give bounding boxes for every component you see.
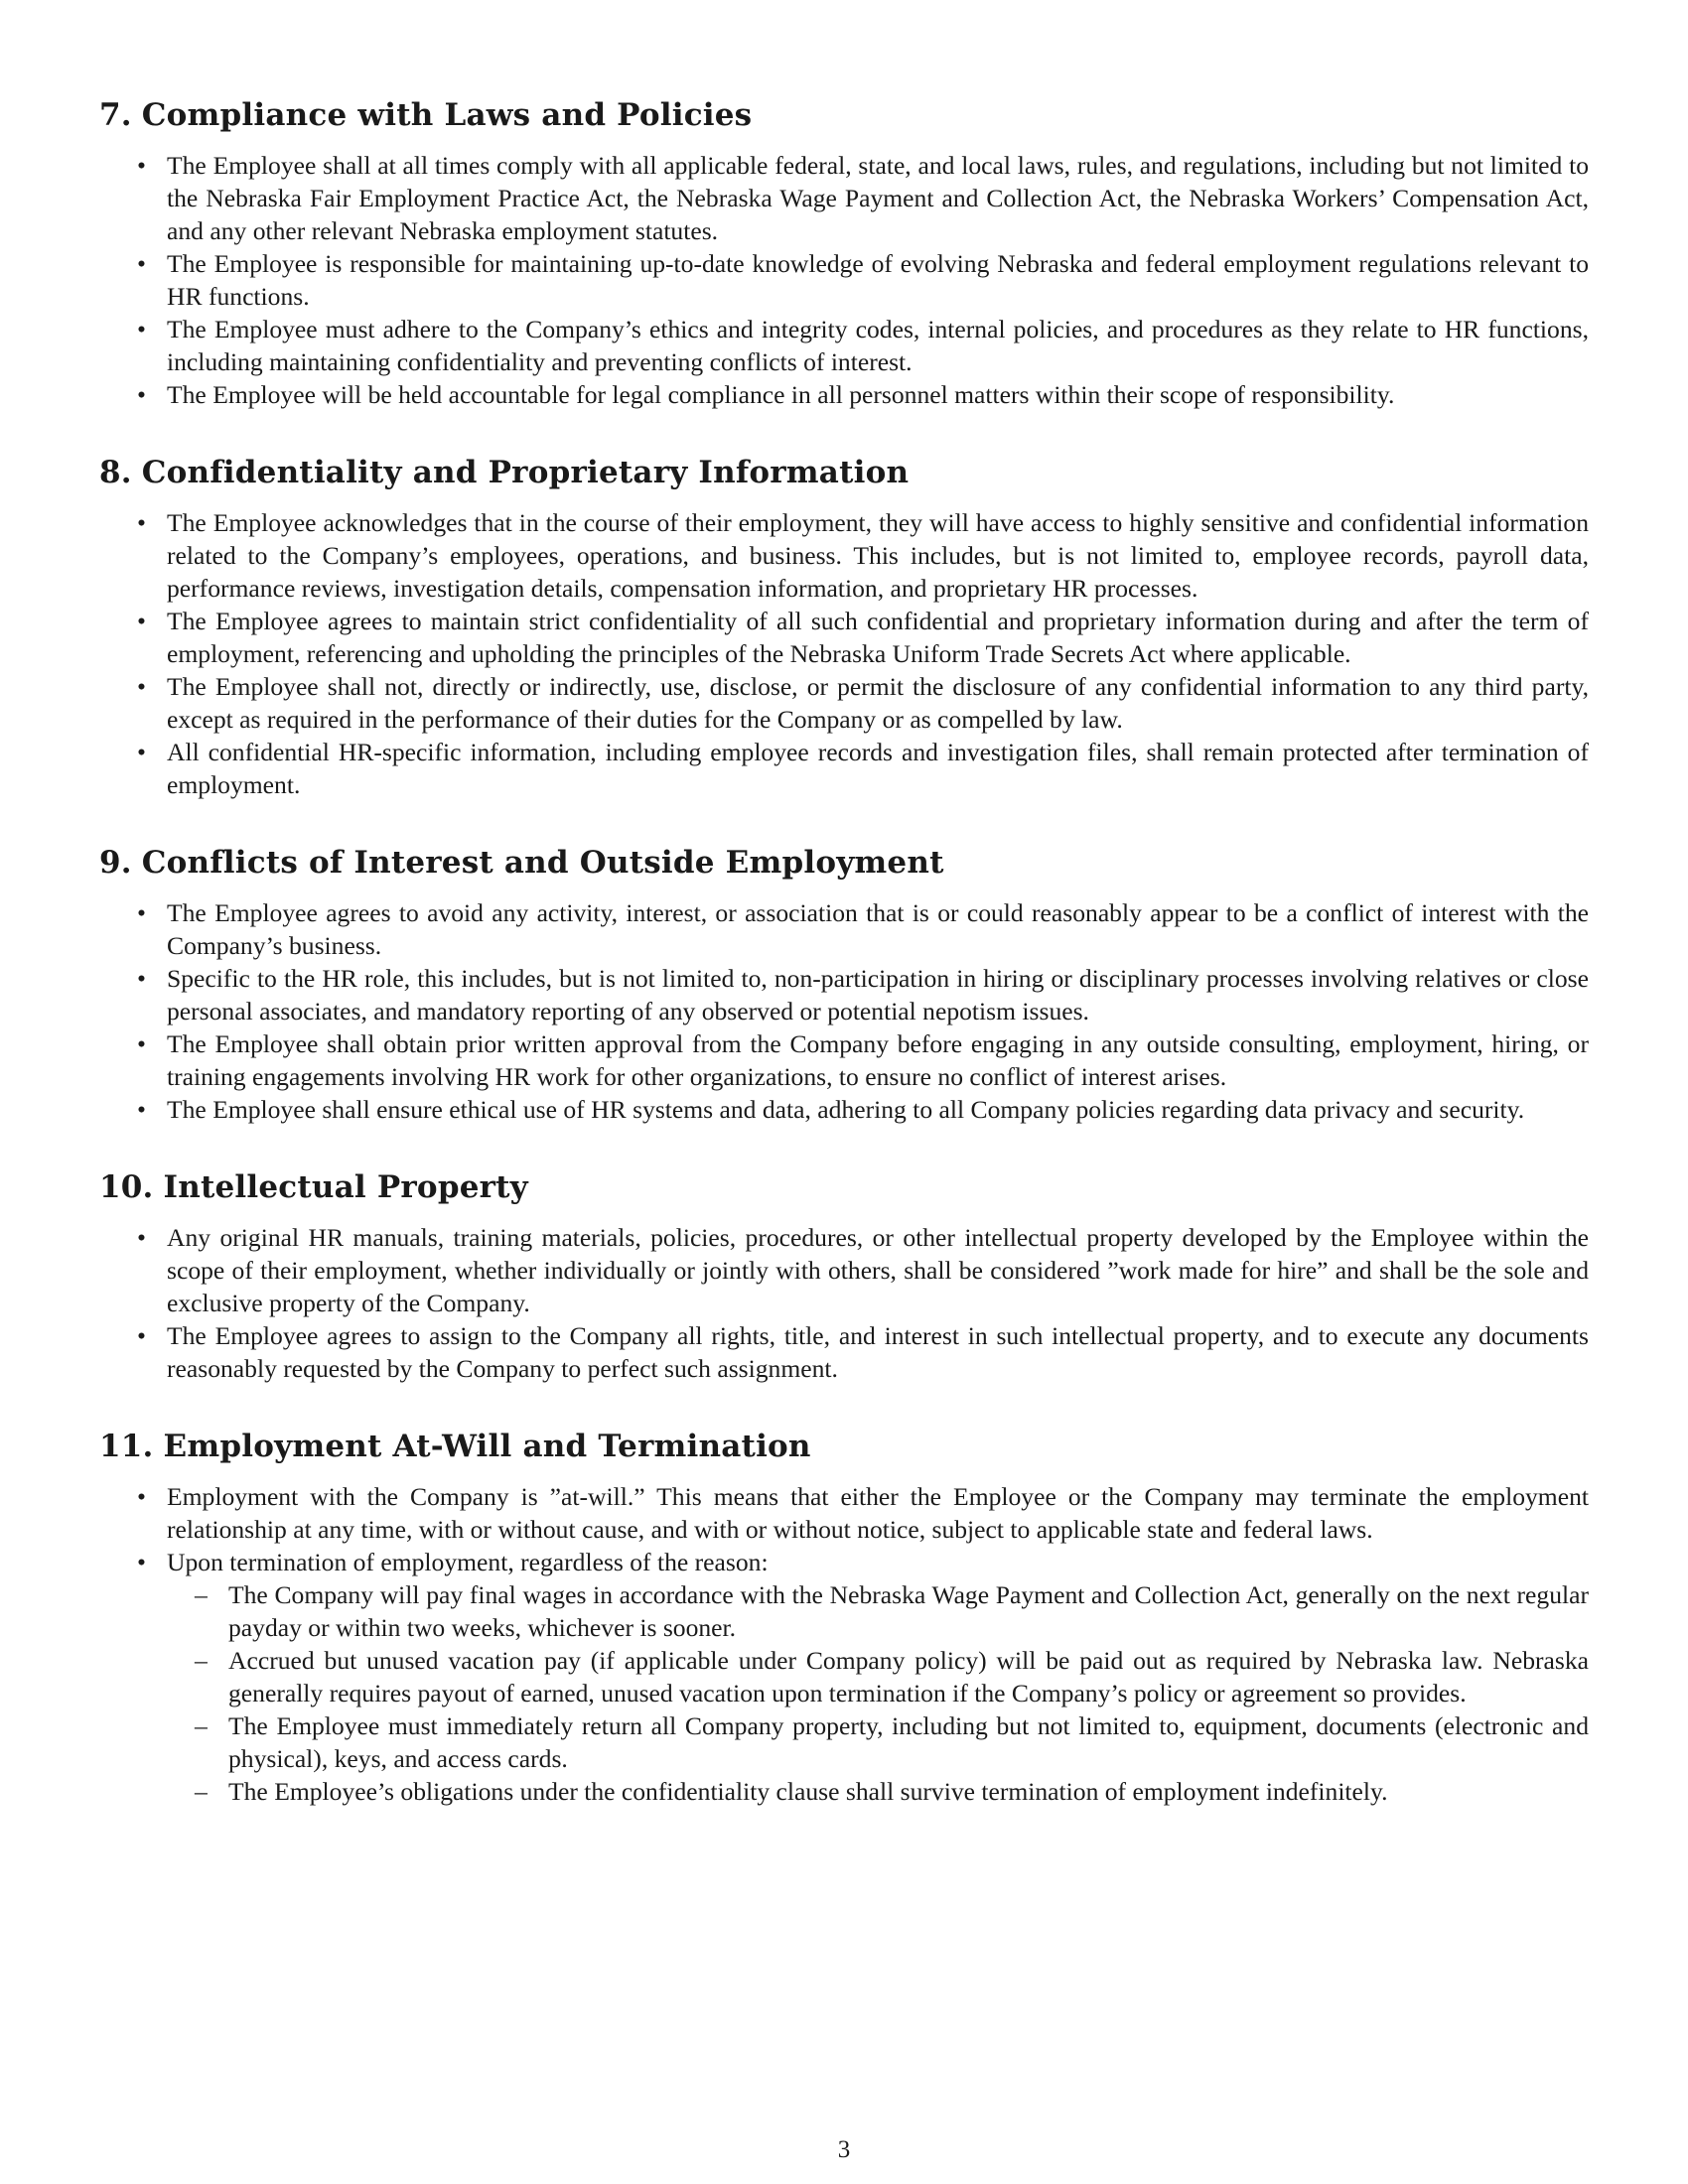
list-item: • The Employee shall obtain prior written approval from the Company before engaging in any outside consulting, employment, hiring, or training engagements involving HR work for other organizations, to ensure no conflict of interest arises. [137,1029,1589,1091]
bullet-icon: • [137,1321,146,1350]
list-item: • The Employee agrees to assign to the Company all rights, title, and interest in such intellectual property, and to execute any documents reasonably requested by the Company to perfect such assignment. [137,1321,1589,1383]
document-page [99,95,1589,1849]
section-intellectual-property [99,1167,1589,1385]
list-item: • The Employee shall not, directly or indirectly, use, disclose, or permit the disclosure of any confidential information to any third party, except as required in the performance of their duties for the Company or as compelled by law. [137,672,1589,734]
sub-list-item: – Accrued but unused vacation pay (if applicable under Company policy) will be paid out as required by Nebraska law. Nebraska generally requires payout of earned, unused vacation upon termination if the Company’s policy or agreement so provides. [195,1646,1589,1707]
bullet-icon: • [137,607,146,635]
bullet-icon: • [137,898,146,927]
list-item: • The Employee agrees to avoid any activity, interest, or association that is or could reasonably appear to be a conflict of interest with the Company’s business. [137,898,1589,960]
list-item: • All confidential HR-specific information, including employee records and investigation files, shall remain protected after termination of employment. [137,738,1589,799]
dash-list [167,1578,1589,1808]
bullet-icon: • [137,380,146,409]
bullet-icon: • [137,1223,146,1252]
list-item: • The Employee agrees to maintain strict confidentiality of all such confidential and proprietary information during and after the term of employment, referencing and upholding the principles of the Nebraska Uniform Trade Secrets Act where applicable. [137,607,1589,668]
list-item: • Upon termination of employment, regardless of the reason: – The Company will pay final wages in accordance with the Nebraska Wage Payment and Collection Act, generally on the next regular payday or within two weeks, whichever is sooner. – Accrued but unused vacation pay (if applicable under Company policy) will be paid out as required by Nebraska law. Nebraska generally requires payout of earned, unused vacation upon termination if the Company’s policy or agreement so provides. – The Employee must immediately return all Company property, including but not limited to, equipment, documents (electronic and physical), keys, and access cards. – The Employee’s obligations under the confidentiality clause shall survive termination of employment indefinitely. [137,1548,1589,1806]
dash-icon: – [195,1580,208,1609]
list-item: • The Employee is responsible for maintaining up-to-date knowledge of evolving Nebraska and federal employment regulations relevant to HR functions. [137,249,1589,311]
sub-list-item: – The Company will pay final wages in accordance with the Nebraska Wage Payment and Collection Act, generally on the next regular payday or within two weeks, whichever is sooner. [195,1580,1589,1642]
section-heading: 10. Intellectual Property [99,1169,528,1205]
bullet-list [99,1221,1589,1385]
bullet-icon: • [137,964,146,993]
section-employment-termination [99,1427,1589,1808]
bullet-list [99,149,1589,411]
list-item: • The Employee acknowledges that in the course of their employment, they will have access to highly sensitive and confidential information related to the Company’s employees, operations, and business. This includes, but is not limited to, employee records, payroll data, performance reviews, investigation details, compensation information, and proprietary HR processes. [137,508,1589,603]
page-number: 3 [837,2136,851,2163]
section-conflicts-of-interest [99,843,1589,1126]
bullet-icon: • [137,1029,146,1058]
dash-icon: – [195,1777,208,1806]
section-heading: 9. Conflicts of Interest and Outside Employment [99,845,944,881]
bullet-icon: • [137,508,146,537]
bullet-list [99,896,1589,1126]
list-item: • The Employee will be held accountable for legal compliance in all personnel matters within their scope of responsibility. [137,380,1395,409]
section-heading: 7. Compliance with Laws and Policies [99,97,753,133]
dash-icon: – [195,1646,208,1675]
bullet-icon: • [137,249,146,278]
dash-icon: – [195,1711,208,1740]
section-heading: 11. Employment At-Will and Termination [99,1429,811,1464]
sub-list-item: – The Employee must immediately return all Company property, including but not limited to, equipment, documents (electronic and physical), keys, and access cards. [195,1711,1589,1773]
list-item: • The Employee shall ensure ethical use of HR systems and data, adhering to all Company policies regarding data privacy and security. [137,1095,1525,1124]
list-item: • Specific to the HR role, this includes, but is not limited to, non-participation in hiring or disciplinary processes involving relatives or close personal associates, and mandatory reporting of any observed or potential nepotism issues. [137,964,1589,1025]
bullet-icon: • [137,1548,146,1576]
bullet-icon: • [137,672,146,701]
list-item: • The Employee shall at all times comply with all applicable federal, state, and local laws, rules, and regulations, including but not limited to the Nebraska Fair Employment Practice Act, the Nebraska Wage Payment and Collection Act, the Nebraska Workers’ Compensation Act, and any other relevant Nebraska employment statutes. [137,151,1589,245]
section-compliance [99,95,1589,411]
bullet-icon: • [137,151,146,180]
bullet-list [99,506,1589,801]
bullet-icon: • [137,1095,146,1124]
list-item: • The Employee must adhere to the Company’s ethics and integrity codes, internal policies, and procedures as they relate to HR functions, including maintaining confidentiality and preventing conflicts of interest. [137,315,1589,376]
bullet-list [99,1480,1589,1808]
list-item: • Employment with the Company is ”at-will.” This means that either the Employee or the Company may terminate the employment relationship at any time, with or without cause, and with or without notice, subject to applicable state and federal laws. [137,1482,1589,1544]
section-confidentiality [99,453,1589,801]
bullet-icon: • [137,315,146,343]
list-item: • Any original HR manuals, training materials, policies, procedures, or other intellectual property developed by the Employee within the scope of their employment, whether individually or jointly with others, shall be considered ”work made for hire” and shall be the sole and exclusive property of the Company. [137,1223,1589,1317]
sub-list-item: – The Employee’s obligations under the confidentiality clause shall survive termination of employment indefinitely. [195,1777,1388,1806]
bullet-icon: • [137,1482,146,1511]
section-heading: 8. Confidentiality and Proprietary Information [99,455,910,490]
bullet-icon: • [137,738,146,766]
